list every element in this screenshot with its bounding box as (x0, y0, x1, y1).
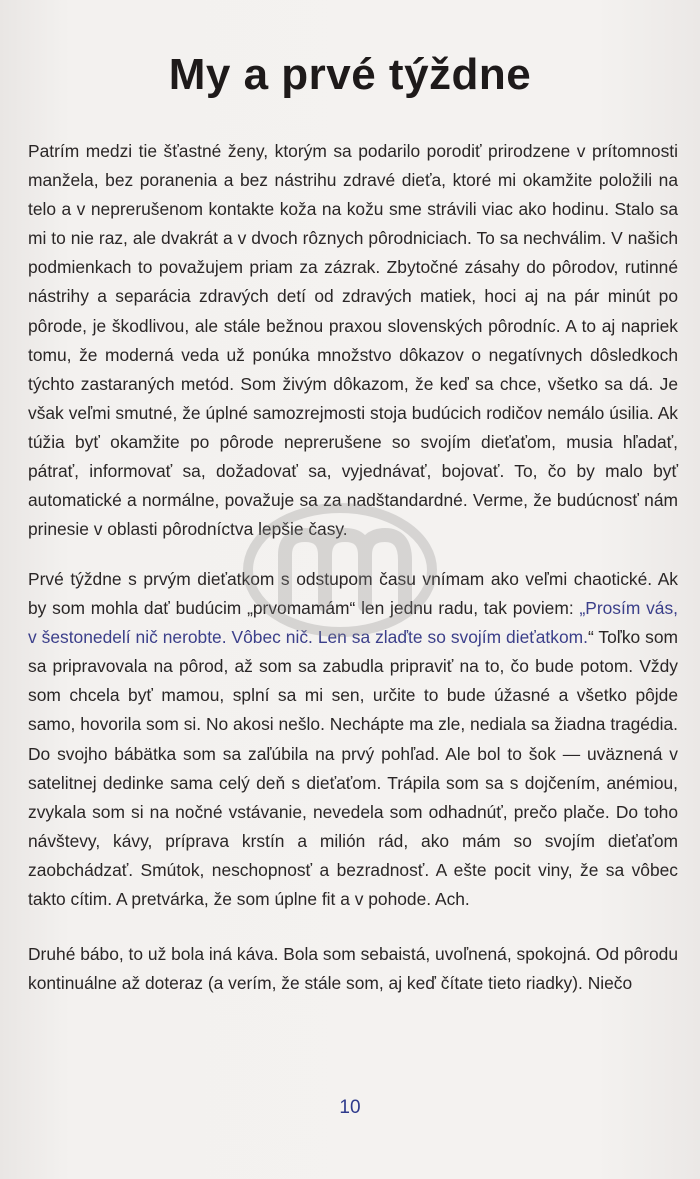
paragraph-1: Patrím medzi tie šťastné ženy, ktorým sa podarilo porodiť prirodzene v prítomnosti manžela, bez poranenia a bez nástrihu zdravé dieťa, ktoré mi okamžite položili na telo a v neprerušenom kontakte koža na kožu sme strávili viac ako hodinu. Stalo sa mi to nie raz, ale dvakrát a v dvoch rôznych pôrodniciach. To sa nechválim. V našich podmienkach to považujem priam za zázrak. Zbytočné zásahy do pôrodov, rutinné nástrihy a separácia zdravých detí od zdravých matiek, hoci aj na pár minút po pôrode, je škodlivou, ale stále bežnou praxou slovenských pôrodníc. A to aj napriek tomu, že moderná veda už ponúka množstvo dôkazov o negatívnych dôsledkoch týchto zastaraných metód. Som živým dôkazom, že keď sa chce, všetko sa dá. Je však veľmi smutné, že úplné samozrejmosti stoja budúcich rodičov nemálo úsilia. Ak túžia byť okamžite po pôrode neprerušene so svojím dieťaťom, musia hľadať, pátrať, informovať sa, dožadovať sa, vyjednávať, bojovať. To, čo by malo byť automatické a normálne, považuje sa za nadštandardné. Verme, že budúcnosť nám prinesie v oblasti pôrodníctva lepšie časy. (28, 141, 678, 540)
page-number: 10 (339, 1097, 361, 1118)
paragraph-3: Druhé bábo, to už bola iná káva. Bola som sebaistá, uvoľnená, spokojná. Od pôrodu kontinuálne až doteraz (a verím, že stále som, aj keď čítate tieto riadky). Niečo (28, 944, 678, 994)
page-title: My a prvé týždne (168, 50, 532, 99)
highlighted-quote: „Prosím vás, v šestonedelí nič nerobte. Vôbec nič. Len sa zlaďte so svojím dieťatkom. (28, 598, 678, 648)
paragraph-2-rest: “ Toľko som sa pripravovala na pôrod, až som sa zabudla pripraviť na to, čo bude potom. Vždy som chcela byť mamou, splní sa mi sen, určite to bude úžasné a všetko pôjde samo, hovorila som si. No akosi nešlo. Nechápte ma zle, nediala sa žiadna tragédia. Do svojho bábätka som sa zaľúbila na prvý pohľad. Ale bol to šok — uväznená v satelitnej dedinke sama celý deň s dieťaťom. Trápila som sa s dojčením, anémiou, zvykala som si na nočné vstávanie, nevedela som odhadnúť, prečo plače. Do toho návštevy, kávy, príprava krstín a milión rád, ako mám so svojím dieťaťom zaobchádzať. Smútok, neschopnosť a bezradnosť. A ešte pocit viny, že sa vôbec takto cítim. A pretvárka, že som úplne fit a v pohode. Ach. (28, 627, 679, 910)
paragraph-2 (28, 565, 678, 914)
paragraph-2-intro: Prvé týždne s prvým dieťatkom s odstupom času vnímam ako veľmi chaotické. Ak by som mohla dať budúcim „prvomamám“ len jednu radu, tak poviem: (28, 569, 678, 619)
